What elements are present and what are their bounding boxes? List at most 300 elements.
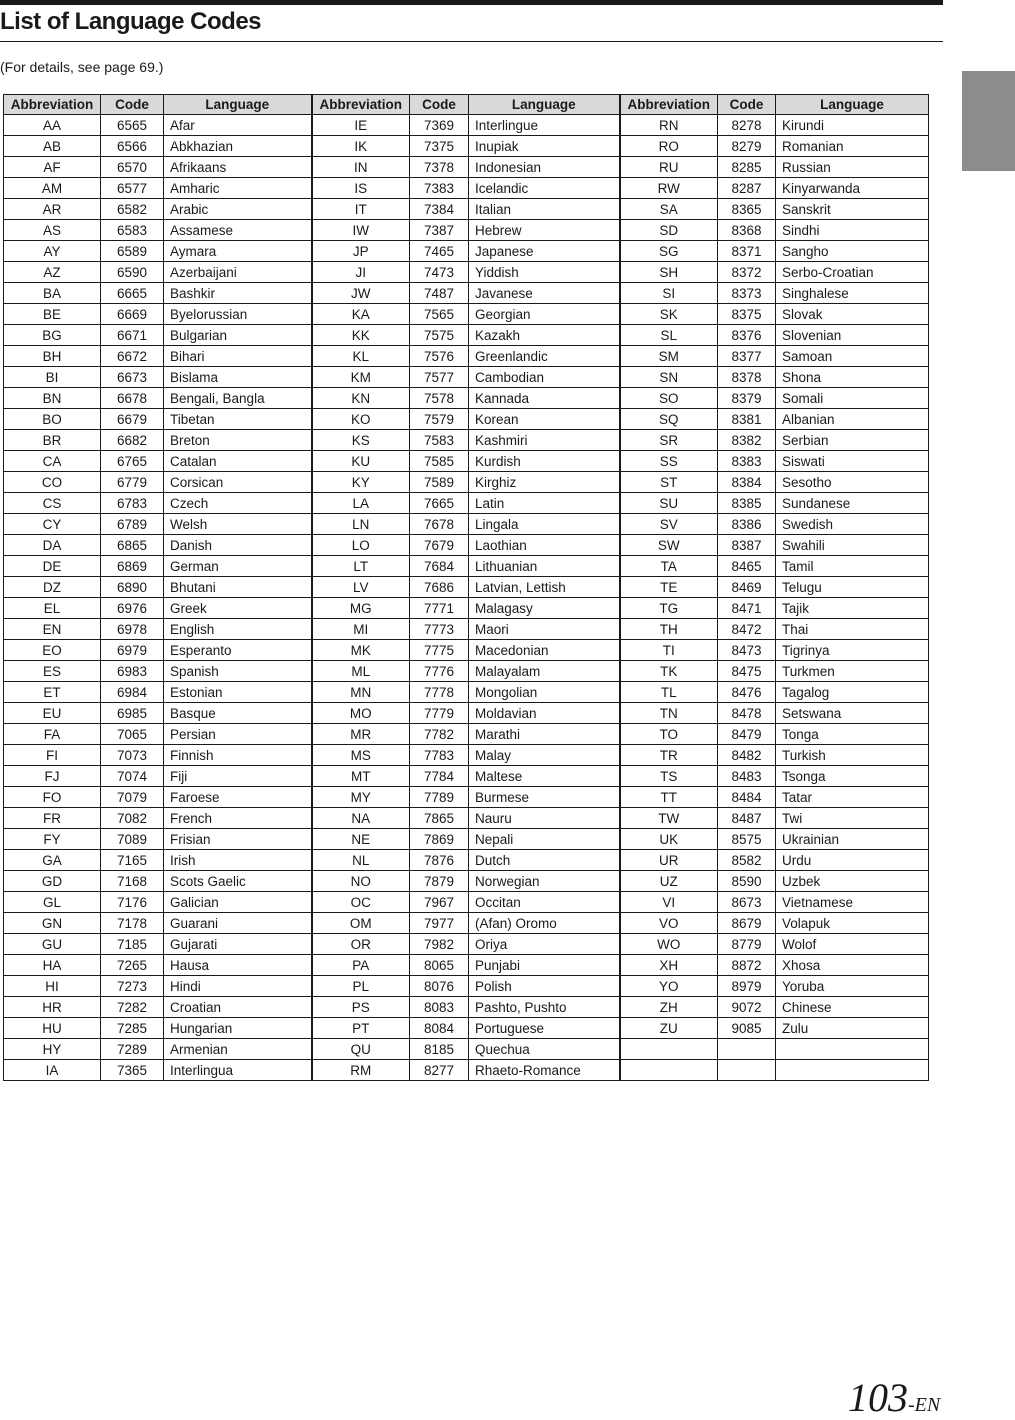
language-cell: Urdu [776,850,929,871]
code-cell: 7079 [101,787,164,808]
abbreviation-cell: SO [620,388,718,409]
abbreviation-cell: ML [312,661,410,682]
abbreviation-cell: PA [312,955,410,976]
language-cell: Aymara [164,241,312,262]
code-cell: 7678 [410,514,469,535]
code-cell: 7776 [410,661,469,682]
abbreviation-cell: AR [4,199,101,220]
code-cell: 8277 [410,1060,469,1081]
language-cell: Hindi [164,976,312,997]
language-cell: Serbo-Croatian [776,262,929,283]
abbreviation-cell: EO [4,640,101,661]
header-language: Language [469,95,620,115]
abbreviation-cell: IW [312,220,410,241]
code-cell: 6765 [101,451,164,472]
code-cell: 6983 [101,661,164,682]
code-cell: 8379 [718,388,776,409]
language-cell: Interlingua [164,1060,312,1081]
abbreviation-cell: MN [312,682,410,703]
abbreviation-cell: VI [620,892,718,913]
abbreviation-cell: SK [620,304,718,325]
code-cell: 8376 [718,325,776,346]
code-cell: 8779 [718,934,776,955]
table-row [4,955,929,976]
header-abbreviation: Abbreviation [4,95,101,115]
table-row [4,997,929,1018]
code-cell: 8385 [718,493,776,514]
table-row [4,640,929,661]
code-cell: 7876 [410,850,469,871]
language-cell: Siswati [776,451,929,472]
code-cell: 7384 [410,199,469,220]
language-cell: Tsonga [776,766,929,787]
language-cell: Samoan [776,346,929,367]
language-cell: Czech [164,493,312,514]
table-row [4,1039,929,1060]
code-cell: 7771 [410,598,469,619]
code-cell: 8575 [718,829,776,850]
code-cell: 7684 [410,556,469,577]
language-cell: Hausa [164,955,312,976]
language-cell: Portuguese [469,1018,620,1039]
language-cell: Korean [469,409,620,430]
table-body [4,115,929,1081]
code-cell: 7576 [410,346,469,367]
table-row [4,1018,929,1039]
language-cell: Somali [776,388,929,409]
code-cell: 8076 [410,976,469,997]
language-cell: Frisian [164,829,312,850]
code-cell: 8478 [718,703,776,724]
language-cell: Afar [164,115,312,136]
code-cell: 6682 [101,430,164,451]
code-cell: 8285 [718,157,776,178]
code-cell: 7982 [410,934,469,955]
language-cell: Yoruba [776,976,929,997]
language-cell: Slovak [776,304,929,325]
page-number [848,1375,941,1420]
code-cell: 7773 [410,619,469,640]
code-cell: 6672 [101,346,164,367]
abbreviation-cell: HU [4,1018,101,1039]
language-cell: Kirghiz [469,472,620,493]
code-cell: 7473 [410,262,469,283]
table-row [4,703,929,724]
language-cell: Nauru [469,808,620,829]
abbreviation-cell: PS [312,997,410,1018]
language-cell: Malay [469,745,620,766]
abbreviation-cell: FJ [4,766,101,787]
language-cell: Ukrainian [776,829,929,850]
table-header [4,95,929,115]
language-cell: Italian [469,199,620,220]
code-cell: 7369 [410,115,469,136]
language-cell: Telugu [776,577,929,598]
language-cell: Russian [776,157,929,178]
language-cell: Setswana [776,703,929,724]
language-cell: Turkmen [776,661,929,682]
table-row [4,766,929,787]
code-cell: 8979 [718,976,776,997]
language-cell: Fiji [164,766,312,787]
abbreviation-cell: MO [312,703,410,724]
code-cell: 7783 [410,745,469,766]
abbreviation-cell: TE [620,577,718,598]
language-cell: Serbian [776,430,929,451]
abbreviation-cell: EL [4,598,101,619]
abbreviation-cell: BO [4,409,101,430]
table-row [4,430,929,451]
section-tab-marker [962,71,1015,171]
abbreviation-cell: TO [620,724,718,745]
language-cell: Breton [164,430,312,451]
code-cell: 8375 [718,304,776,325]
page-number-value: 103 [848,1375,908,1420]
language-cell: Oriya [469,934,620,955]
abbreviation-cell: RO [620,136,718,157]
code-cell: 6865 [101,535,164,556]
table-row [4,745,929,766]
header-abbreviation: Abbreviation [620,95,718,115]
table-row [4,619,929,640]
abbreviation-cell: FR [4,808,101,829]
abbreviation-cell: SI [620,283,718,304]
code-cell: 7686 [410,577,469,598]
language-cell: Albanian [776,409,929,430]
language-cell: Greenlandic [469,346,620,367]
language-cell: Finnish [164,745,312,766]
language-cell: Shona [776,367,929,388]
abbreviation-cell: UZ [620,871,718,892]
code-cell: 8386 [718,514,776,535]
code-cell: 8372 [718,262,776,283]
code-cell: 6566 [101,136,164,157]
code-cell: 7778 [410,682,469,703]
table-row [4,577,929,598]
abbreviation-cell: RU [620,157,718,178]
language-cell: Punjabi [469,955,620,976]
language-cell: Lingala [469,514,620,535]
language-cell: Sangho [776,241,929,262]
language-cell: Malagasy [469,598,620,619]
language-cell: Bashkir [164,283,312,304]
code-cell: 7465 [410,241,469,262]
code-cell: 8482 [718,745,776,766]
abbreviation-cell: OR [312,934,410,955]
language-cell: Moldavian [469,703,620,724]
language-cell: Dutch [469,850,620,871]
abbreviation-cell: LA [312,493,410,514]
code-cell: 8065 [410,955,469,976]
table-row [4,493,929,514]
table-row [4,892,929,913]
abbreviation-cell: TL [620,682,718,703]
language-cell: Kazakh [469,325,620,346]
abbreviation-cell: KA [312,304,410,325]
language-cell: Guarani [164,913,312,934]
code-cell: 7779 [410,703,469,724]
language-cell: Javanese [469,283,620,304]
table-row [4,661,929,682]
language-cell: Estonian [164,682,312,703]
abbreviation-cell: SL [620,325,718,346]
abbreviation-cell: JP [312,241,410,262]
abbreviation-cell: ST [620,472,718,493]
code-cell: 7789 [410,787,469,808]
code-cell: 8381 [718,409,776,430]
abbreviation-cell: KO [312,409,410,430]
code-cell: 7387 [410,220,469,241]
table-row [4,136,929,157]
table-row [4,913,929,934]
code-cell: 7578 [410,388,469,409]
abbreviation-cell: TG [620,598,718,619]
language-cell: Corsican [164,472,312,493]
abbreviation-cell: BR [4,430,101,451]
language-cell: Vietnamese [776,892,929,913]
language-cell: Mongolian [469,682,620,703]
language-cell: Hebrew [469,220,620,241]
abbreviation-cell: MS [312,745,410,766]
abbreviation-cell: XH [620,955,718,976]
language-cell: Wolof [776,934,929,955]
language-cell: Malayalam [469,661,620,682]
code-cell: 6890 [101,577,164,598]
code-cell: 7784 [410,766,469,787]
abbreviation-cell: TA [620,556,718,577]
language-cell: Azerbaijani [164,262,312,283]
abbreviation-cell: LT [312,556,410,577]
abbreviation-cell: MI [312,619,410,640]
language-cell: Tajik [776,598,929,619]
code-cell: 7365 [101,1060,164,1081]
language-cell: Kirundi [776,115,929,136]
language-cell: French [164,808,312,829]
language-cell: Bengali, Bangla [164,388,312,409]
table-row [4,598,929,619]
code-cell: 7665 [410,493,469,514]
code-cell: 7879 [410,871,469,892]
code-cell: 8483 [718,766,776,787]
abbreviation-cell: PT [312,1018,410,1039]
language-cell: Kashmiri [469,430,620,451]
abbreviation-cell: NL [312,850,410,871]
code-cell: 7178 [101,913,164,934]
language-cell: Gujarati [164,934,312,955]
code-cell: 7378 [410,157,469,178]
abbreviation-cell: NE [312,829,410,850]
code-cell: 8469 [718,577,776,598]
language-cell: Thai [776,619,929,640]
table-row [4,157,929,178]
code-cell: 7589 [410,472,469,493]
code-cell: 7082 [101,808,164,829]
code-cell: 6565 [101,115,164,136]
abbreviation-cell: IN [312,157,410,178]
abbreviation-cell: HI [4,976,101,997]
language-cell: Sundanese [776,493,929,514]
abbreviation-cell: CY [4,514,101,535]
code-cell: 8484 [718,787,776,808]
abbreviation-cell: LN [312,514,410,535]
abbreviation-cell: DE [4,556,101,577]
abbreviation-cell: YO [620,976,718,997]
language-cell: (Afan) Oromo [469,913,620,934]
language-cell: Georgian [469,304,620,325]
abbreviation-cell: IE [312,115,410,136]
abbreviation-cell: KU [312,451,410,472]
language-cell: Latvian, Lettish [469,577,620,598]
code-cell: 7074 [101,766,164,787]
abbreviation-cell: NO [312,871,410,892]
abbreviation-cell: IA [4,1060,101,1081]
code-cell: 6665 [101,283,164,304]
language-cell: Amharic [164,178,312,199]
code-cell: 7383 [410,178,469,199]
language-cell: Scots Gaelic [164,871,312,892]
code-cell: 7073 [101,745,164,766]
language-cell: Kannada [469,388,620,409]
code-cell: 7679 [410,535,469,556]
language-cell: Laothian [469,535,620,556]
abbreviation-cell: FO [4,787,101,808]
table-row [4,787,929,808]
header-language: Language [776,95,929,115]
code-cell: 8083 [410,997,469,1018]
abbreviation-cell: WO [620,934,718,955]
code-cell: 6583 [101,220,164,241]
code-cell: 7168 [101,871,164,892]
abbreviation-cell: DZ [4,577,101,598]
code-cell: 6976 [101,598,164,619]
language-cell: Burmese [469,787,620,808]
abbreviation-cell: SN [620,367,718,388]
language-cell: Interlingue [469,115,620,136]
language-cell: German [164,556,312,577]
code-cell: 6669 [101,304,164,325]
code-cell: 7176 [101,892,164,913]
code-cell: 8368 [718,220,776,241]
header-code: Code [101,95,164,115]
language-cell: Tigrinya [776,640,929,661]
language-cell: Twi [776,808,929,829]
empty-cell [620,1060,718,1081]
code-cell: 7967 [410,892,469,913]
abbreviation-cell: LO [312,535,410,556]
abbreviation-cell: KK [312,325,410,346]
table-row [4,346,929,367]
abbreviation-cell: TK [620,661,718,682]
code-cell: 8185 [410,1039,469,1060]
code-cell: 8365 [718,199,776,220]
language-cell: Turkish [776,745,929,766]
code-cell: 8377 [718,346,776,367]
code-cell: 7265 [101,955,164,976]
abbreviation-cell: KL [312,346,410,367]
code-cell: 7089 [101,829,164,850]
abbreviation-cell: TI [620,640,718,661]
abbreviation-cell: JI [312,262,410,283]
table-row [4,850,929,871]
code-cell: 6679 [101,409,164,430]
abbreviation-cell: TT [620,787,718,808]
abbreviation-cell: SG [620,241,718,262]
code-cell: 8378 [718,367,776,388]
code-cell: 6577 [101,178,164,199]
table-row [4,682,929,703]
language-cell: Yiddish [469,262,620,283]
language-cell: Kurdish [469,451,620,472]
abbreviation-cell: SQ [620,409,718,430]
code-cell: 7273 [101,976,164,997]
language-cell: Xhosa [776,955,929,976]
language-cell: Cambodian [469,367,620,388]
code-cell: 8487 [718,808,776,829]
language-cell: Icelandic [469,178,620,199]
table-row [4,115,929,136]
language-cell: Indonesian [469,157,620,178]
language-cell: Welsh [164,514,312,535]
code-cell: 7583 [410,430,469,451]
abbreviation-cell: MK [312,640,410,661]
code-cell: 6984 [101,682,164,703]
abbreviation-cell: ES [4,661,101,682]
abbreviation-cell: BA [4,283,101,304]
abbreviation-cell: TR [620,745,718,766]
abbreviation-cell: AS [4,220,101,241]
code-cell: 9072 [718,997,776,1018]
language-cell: Persian [164,724,312,745]
language-cell: Zulu [776,1018,929,1039]
code-cell: 7577 [410,367,469,388]
language-cell: Faroese [164,787,312,808]
table-row [4,724,929,745]
header-abbreviation: Abbreviation [312,95,410,115]
code-cell: 6673 [101,367,164,388]
language-cell: Inupiak [469,136,620,157]
code-cell: 7375 [410,136,469,157]
abbreviation-cell: MR [312,724,410,745]
abbreviation-cell: SU [620,493,718,514]
code-cell: 8373 [718,283,776,304]
language-cell: Arabic [164,199,312,220]
abbreviation-cell: JW [312,283,410,304]
code-cell: 7487 [410,283,469,304]
table-row [4,514,929,535]
code-cell: 6979 [101,640,164,661]
language-cell: Sesotho [776,472,929,493]
abbreviation-cell: KM [312,367,410,388]
code-cell: 8287 [718,178,776,199]
table-row [4,325,929,346]
abbreviation-cell: AZ [4,262,101,283]
table-row [4,808,929,829]
code-cell: 6589 [101,241,164,262]
language-cell: Romanian [776,136,929,157]
abbreviation-cell: LV [312,577,410,598]
code-cell: 6590 [101,262,164,283]
abbreviation-cell: SV [620,514,718,535]
abbreviation-cell: TN [620,703,718,724]
language-cell: Singhalese [776,283,929,304]
language-cell: Danish [164,535,312,556]
abbreviation-cell: KN [312,388,410,409]
language-cell: Lithuanian [469,556,620,577]
empty-cell [620,1039,718,1060]
table-row [4,871,929,892]
abbreviation-cell: SD [620,220,718,241]
abbreviation-cell: OC [312,892,410,913]
